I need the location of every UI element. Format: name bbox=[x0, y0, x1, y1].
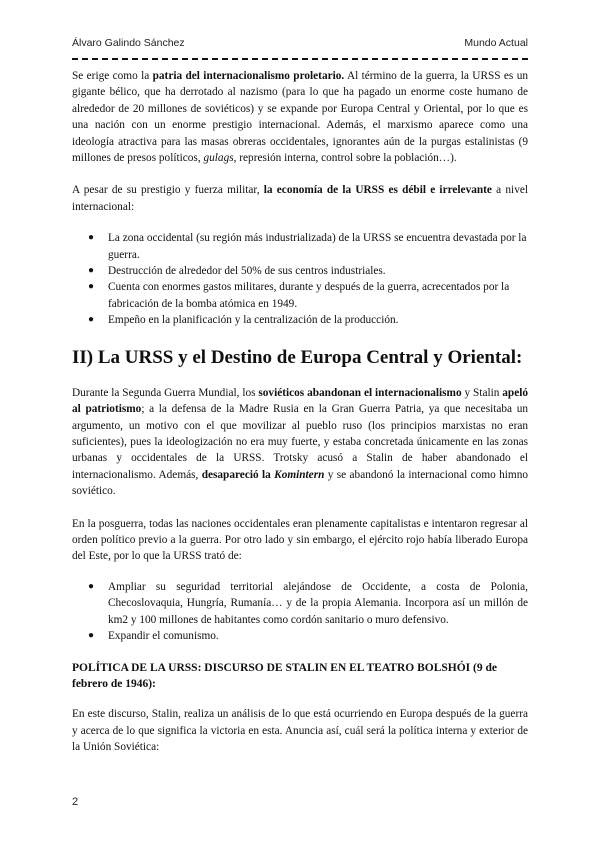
list-item: ● Expandir el comunismo. bbox=[72, 628, 528, 644]
section-heading: II) La URSS y el Destino de Europa Central y Oriental: bbox=[72, 346, 523, 368]
list-item: ● Ampliar su seguridad territorial alejándose de Occidente, a costa de Polonia, Checoslovaquia, Hungría, Rumanía… y de la propia Alemania. Incorpora así un millón de km2 y 100 millones de habitantes como cordón sanitario o muro defensivo. bbox=[88, 580, 528, 626]
bold-phrase: desapareció la bbox=[201, 468, 271, 481]
bullet-icon: ● bbox=[88, 629, 95, 641]
economy-list bbox=[72, 230, 528, 328]
list-item: ● Destrucción de alrededor del 50% de sus centros industriales. bbox=[72, 263, 528, 279]
list-item: ● La zona occidental (su región más industrializada) de la URSS se encuentra devastada por la guerra. bbox=[88, 232, 527, 261]
paragraph-patriotism: Durante la Segunda Guerra Mundial, los soviéticos abandonan el internacionalismo y Stalin apeló al patriotismo; a la defensa de la Madre Rusia en la Gran Guerra Patria, ya que necesitaba un argumento, un motivo con el que movilizar al pueblo ruso (los principios marxistas no eran suficientes), pues la ideologización no era muy fuerte, y estaba concretada únicamente en las zonas urbanas y occidentales de la URSS. Trotsky acusó a Stalin de haber abandonado el internacionalismo. Además, desapareció la Komintern y se abandonó la internacional como himno soviético. bbox=[72, 386, 529, 498]
bold-phrase: la economía de la URSS es débil e irrelevante bbox=[263, 184, 492, 197]
bullet-icon: ● bbox=[88, 265, 95, 277]
bullet-icon: ● bbox=[88, 580, 95, 592]
bullet-icon: ● bbox=[88, 281, 95, 293]
urss-goals-list bbox=[72, 579, 528, 645]
paragraph-urss-prestige: Se erige como la patria del internacionalismo proletario. Al término de la guerra, la URSS es un gigante bélico, que ha derrotado al nazismo (para lo que ha pagado un enorme coste humano de alrededor de 20 millones de soviéticos) y se expande por Europa Central y Oriental, por lo que es una nación con un enorme prestigio internacional. Además, el marxismo aparece como una ideología atractiva para las masas obreras occidentales, ignorantes aún de la purgas estalinistas (9 millones de presos políticos, gulags, represión interna, control sobre la población…). bbox=[72, 70, 528, 165]
document-body bbox=[72, 68, 528, 756]
list-item: ● Cuenta con enormes gastos militares, durante y después de la guerra, acrecentados por la fabricación de la bomba atómica en 1949. bbox=[88, 281, 510, 310]
header-divider bbox=[72, 58, 528, 60]
paragraph-stalin-speech: En este discurso, Stalin, realiza un análisis de lo que está ocurriendo en Europa después de la guerra y acerca de lo que significa la victoria en esta. Anuncia así, cuál será la política interna y exterior de la Unión Soviética: bbox=[72, 708, 528, 754]
page-number: 2 bbox=[72, 796, 79, 808]
paragraph-postwar: En la posguerra, todas las naciones occidentales eran plenamente capitalistas e intentaron regresar al orden político previo a la guerra. Por otro lado y sin embargo, el ejército rojo había liberado Europa del Este, por lo que la URSS trató de: bbox=[72, 517, 528, 563]
bullet-icon: ● bbox=[88, 314, 95, 326]
bold-phrase: soviéticos abandonan el internacionalismo bbox=[258, 386, 462, 399]
subsection-heading: POLÍTICA DE LA URSS: DISCURSO DE STALIN EN EL TEATRO BOLSHÓI (9 de febrero de 1946): bbox=[72, 662, 497, 691]
bold-phrase: apeló al patriotismo bbox=[72, 386, 528, 416]
bullet-icon: ● bbox=[88, 232, 95, 244]
italic-term: gulags bbox=[203, 152, 234, 165]
bold-phrase: patria del internacionalismo proletario. bbox=[152, 70, 345, 82]
header-author: Álvaro Galindo Sánchez bbox=[72, 37, 185, 49]
list-item: ● Empeño en la planificación y la centralización de la producción. bbox=[72, 312, 528, 328]
bold-italic-term: Komintern bbox=[274, 468, 325, 481]
paragraph-economy: A pesar de su prestigio y fuerza militar, la economía de la URSS es débil e irrelevante a nivel internacional: bbox=[72, 184, 528, 213]
header-subject: Mundo Actual bbox=[464, 37, 528, 49]
